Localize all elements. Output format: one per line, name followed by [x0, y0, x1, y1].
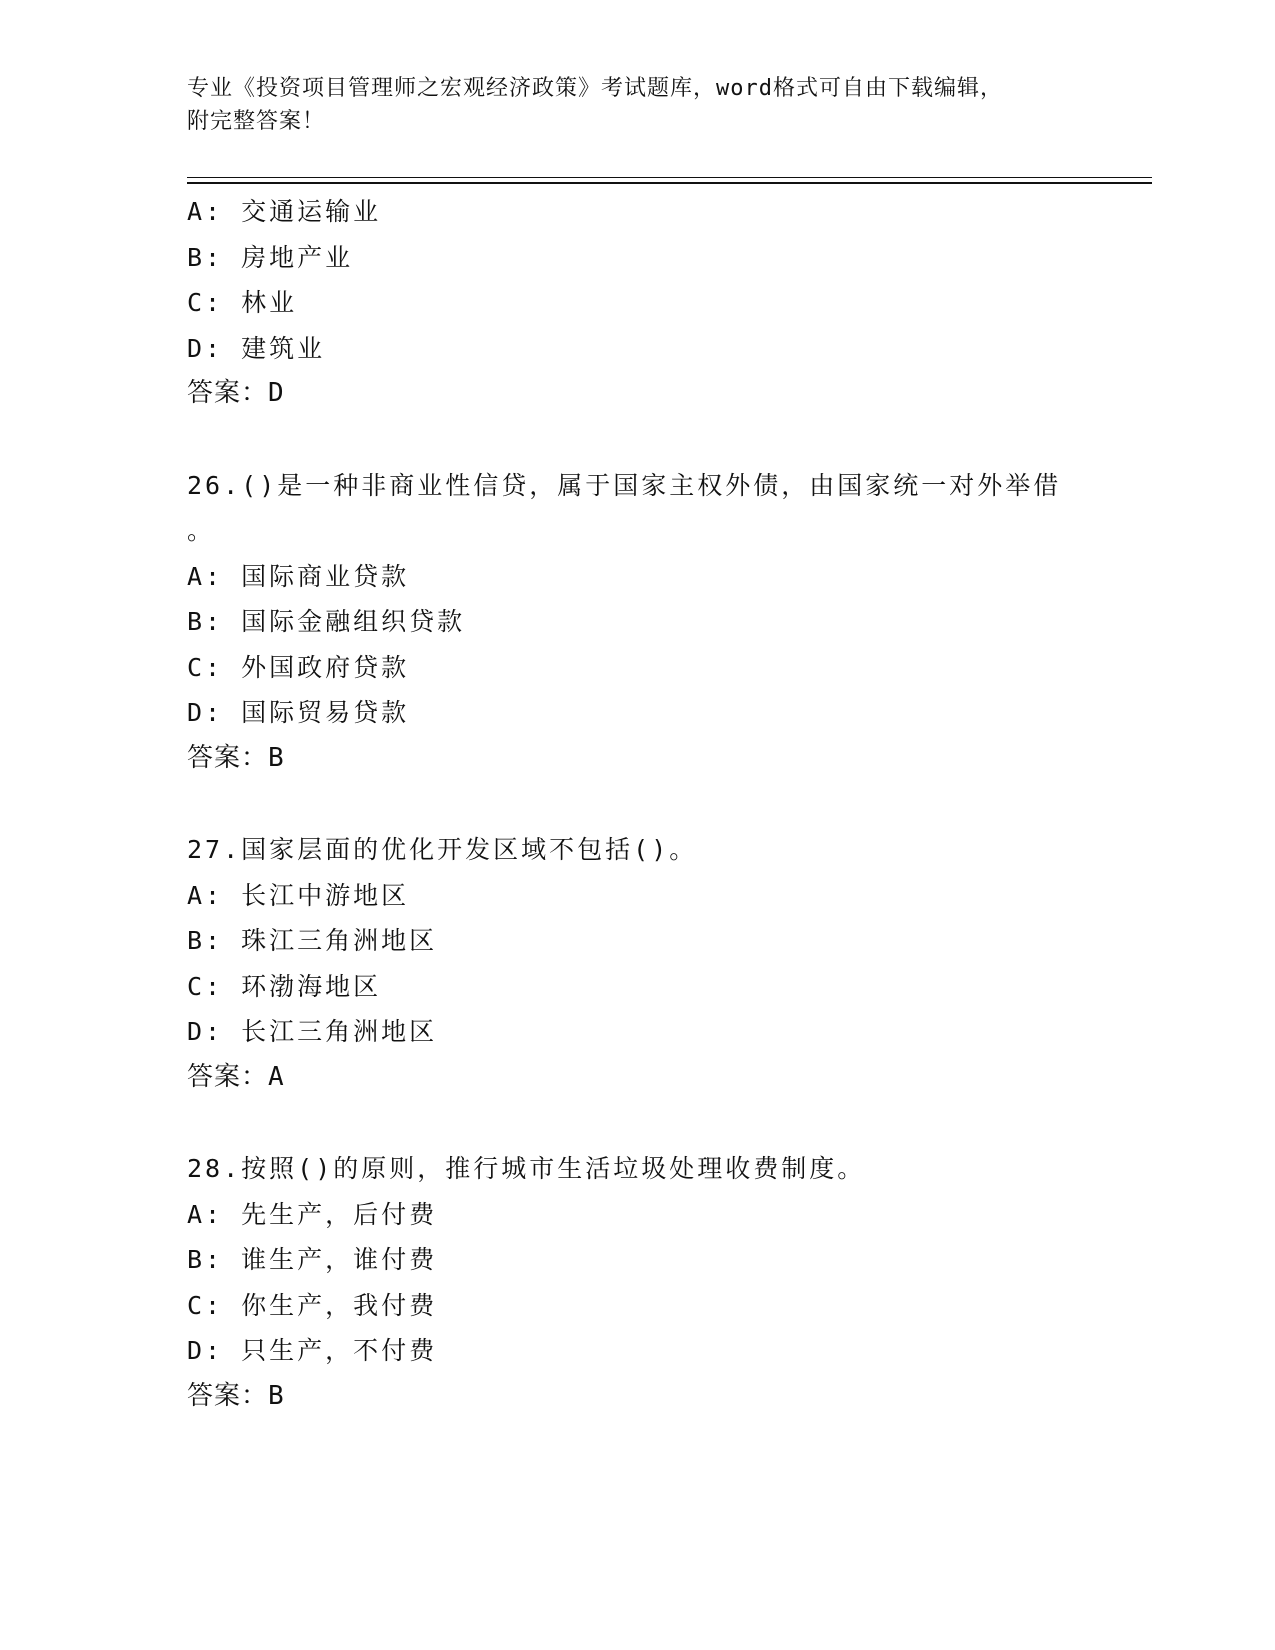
option-a: A: 先生产，后付费 [187, 1199, 438, 1229]
question-text: 27.国家层面的优化开发区域不包括()。 [187, 835, 698, 864]
option-c: C: 林业 [187, 288, 298, 317]
answer-line: 答案：A [187, 1061, 285, 1092]
question-block-26 [187, 463, 1087, 782]
option-c: C: 外国政府贷款 [187, 652, 410, 682]
question-text-continuation: 。 [187, 516, 216, 545]
question-list [187, 189, 1087, 1419]
option-a: A: 长江中游地区 [187, 880, 410, 910]
block-spacer [187, 417, 1087, 463]
header-divider-thick [187, 182, 1152, 184]
answer-line: 答案：D [187, 378, 285, 408]
block-spacer [187, 781, 1087, 827]
block-spacer [187, 1100, 1087, 1146]
option-c: C: 环渤海地区 [187, 971, 382, 1001]
option-a: A: 国际商业贷款 [187, 561, 410, 591]
option-d: D: 国际贸易贷款 [187, 698, 410, 727]
header-line-1: 专业《投资项目管理师之宏观经济政策》考试题库，word格式可自由下载编辑， [187, 76, 1003, 101]
question-text: 28.按照()的原则，推行城市生活垃圾处理收费制度。 [187, 1154, 866, 1183]
answer-line: 答案：B [187, 1380, 285, 1411]
option-b: B: 国际金融组织贷款 [187, 607, 466, 636]
option-c: C: 你生产，我付费 [187, 1290, 438, 1320]
question-block-28 [187, 1146, 1087, 1419]
option-d: D: 建筑业 [187, 333, 326, 363]
option-b: B: 珠江三角洲地区 [187, 926, 438, 955]
header-line-2: 附完整答案！ [187, 109, 326, 134]
question-block-25 [187, 189, 1087, 417]
answer-line: 答案：B [187, 742, 285, 773]
question-block-27 [187, 827, 1087, 1100]
header-divider-thin [187, 177, 1152, 178]
option-d: D: 只生产，不付费 [187, 1336, 438, 1365]
option-d: D: 长江三角洲地区 [187, 1017, 438, 1046]
question-text: 26.()是一种非商业性信贷，属于国家主权外债，由国家统一对外举借 [187, 470, 1062, 500]
option-b: B: 谁生产，谁付费 [187, 1245, 438, 1274]
option-b: B: 房地产业 [187, 242, 354, 272]
document-header [187, 72, 1087, 138]
option-a: A: 交通运输业 [187, 197, 382, 226]
